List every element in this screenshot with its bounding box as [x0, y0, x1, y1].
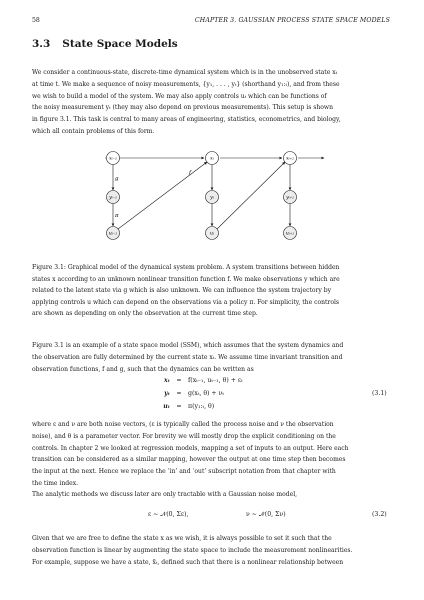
text-line: at time t. We make a sequence of noisy measurements, {y₁, . . . , yₜ} (shorthand y₁:ₜ), and from these — [32, 80, 340, 88]
node-label-u-t: uₜ — [209, 231, 215, 237]
text-line: We consider a continuous-state, discrete-time dynamical system which is in the unobserved state xₜ — [32, 69, 338, 76]
equation-operator: = — [176, 377, 182, 384]
text-line: in figure 3.1. This task is central to many areas of engineering, statistics, econometrics, and biology, — [32, 116, 341, 124]
section-number: 3.3 — [32, 38, 51, 50]
text-line: observation functions, f and g, such that the dynamics can be written as — [32, 365, 254, 373]
node-label-x-next: xₜ₊₁ — [286, 156, 294, 162]
equation-rhs: f(xₜ₋₁, uₜ₋₁, θ) + εₜ — [188, 377, 243, 384]
equation-rhs: π(y₁:ₜ, θ) — [188, 403, 215, 410]
section-title: State Space Models — [62, 38, 178, 50]
running-header — [32, 17, 390, 27]
noise-paragraph — [32, 419, 392, 490]
edge-label-pi: π — [115, 213, 119, 219]
text-line: Given that we are free to define the state x as we wish, it is always possible to set it such that the — [32, 535, 332, 542]
intro-paragraph — [32, 67, 392, 138]
chapter-title: CHAPTER 3. GAUSSIAN PROCESS STATE SPACE MODELS — [194, 17, 390, 24]
node-label-x-t: xₜ — [210, 156, 214, 162]
text-line: noise), and θ is a parameter vector. For brevity we will mostly drop the explicit conditioning on the — [32, 432, 336, 440]
caption-line: Figure 3.1: Graphical model of the dynamical system problem. A system transitions between hidden — [32, 264, 340, 271]
text-line: which all contain problems of this form. — [32, 127, 155, 135]
text-line: The analytic methods we discuss later are only tractable with a Gaussian noise model, — [32, 491, 298, 498]
node-label-u-next: uₜ₊₁ — [285, 231, 295, 237]
page-number: 58 — [32, 17, 40, 24]
equation-left: ε ~ 𝒩(0, Σε), — [148, 511, 189, 518]
caption-line: states x according to an unknown nonlinear transition function f. We make observations y which are — [32, 275, 340, 283]
text-line: the observation are fully determined by the current state xₜ. We assume time invariant transition and — [32, 353, 343, 361]
equation-lhs: xₜ — [164, 377, 170, 384]
text-line: we wish to build a model of the system. We may also apply controls uₜ which can be functions of — [32, 92, 327, 100]
text-line: transition can be considered as a similar mapping, however the output at one time step then becomes — [32, 456, 346, 464]
text-line: controls. In chapter 2 we looked at regression models, mapping a set of inputs to an output. Here each — [32, 444, 349, 452]
control-arrow — [217, 162, 285, 229]
text-line: where ε and ν are both noise vectors, (ε is typically called the process noise and ν the observation — [32, 421, 334, 428]
node-label-y-next: yₜ₊₁ — [286, 195, 294, 201]
caption-line: related to the latent state via g which is also unknown. We can influence the system trajectory by — [32, 287, 332, 295]
equation-lhs: yₜ — [164, 390, 170, 397]
graphical-model-diagram — [105, 148, 325, 248]
caption-line: are shown as depending on only the observation at the current time step. — [32, 310, 258, 318]
edge-label-f: f — [189, 170, 192, 176]
equation-number: (3.1) — [372, 390, 387, 397]
node-label-y-t: yₜ — [210, 195, 214, 201]
equation-rhs: g(xₜ, θ) + νₜ — [188, 390, 224, 397]
text-line: the noisy measurement yₜ (they may also depend on previous measurements). This setup is shown — [32, 104, 333, 112]
text-line: the input at the next. Hence we replace the ‘in’ and ‘out’ subscript notation from that chapter with — [32, 468, 336, 476]
equation-lhs: uₜ — [163, 403, 170, 410]
state-paragraph — [32, 533, 392, 568]
node-label-y-prev: yₜ₋₁ — [109, 195, 117, 201]
equation-operator: = — [176, 403, 182, 410]
text-line: observation function is linear by augmenting the state space to include the measurement nonlinearities. — [32, 546, 353, 554]
control-arrow — [118, 162, 207, 229]
node-label-u-prev: uₜ₋₁ — [108, 231, 118, 237]
ssm-paragraph — [32, 340, 392, 375]
edge-label-g: g — [115, 176, 119, 182]
equation-row — [0, 403, 424, 415]
equation-operator: = — [176, 390, 182, 397]
figure-caption — [32, 262, 392, 320]
node-label-x-prev: xₜ₋₁ — [109, 156, 117, 162]
text-line: the time index. — [32, 479, 79, 487]
text-line: For example, suppose we have a state, x̃ₜ, defined such that there is a nonlinear relationship between — [32, 558, 344, 566]
equation-row — [0, 377, 424, 389]
equation-row — [0, 390, 424, 402]
equation-number: (3.2) — [372, 511, 387, 518]
text-line: Figure 3.1 is an example of a state space model (SSM), which assumes that the system dynamics and — [32, 342, 344, 349]
section-heading — [32, 38, 178, 50]
gaussian-paragraph — [32, 489, 392, 501]
caption-line: applying controls u which can depend on the observations via a policy π. For simplicity, the controls — [32, 298, 339, 306]
equation-right: ν ~ 𝒩(0, Σν) — [246, 511, 286, 518]
